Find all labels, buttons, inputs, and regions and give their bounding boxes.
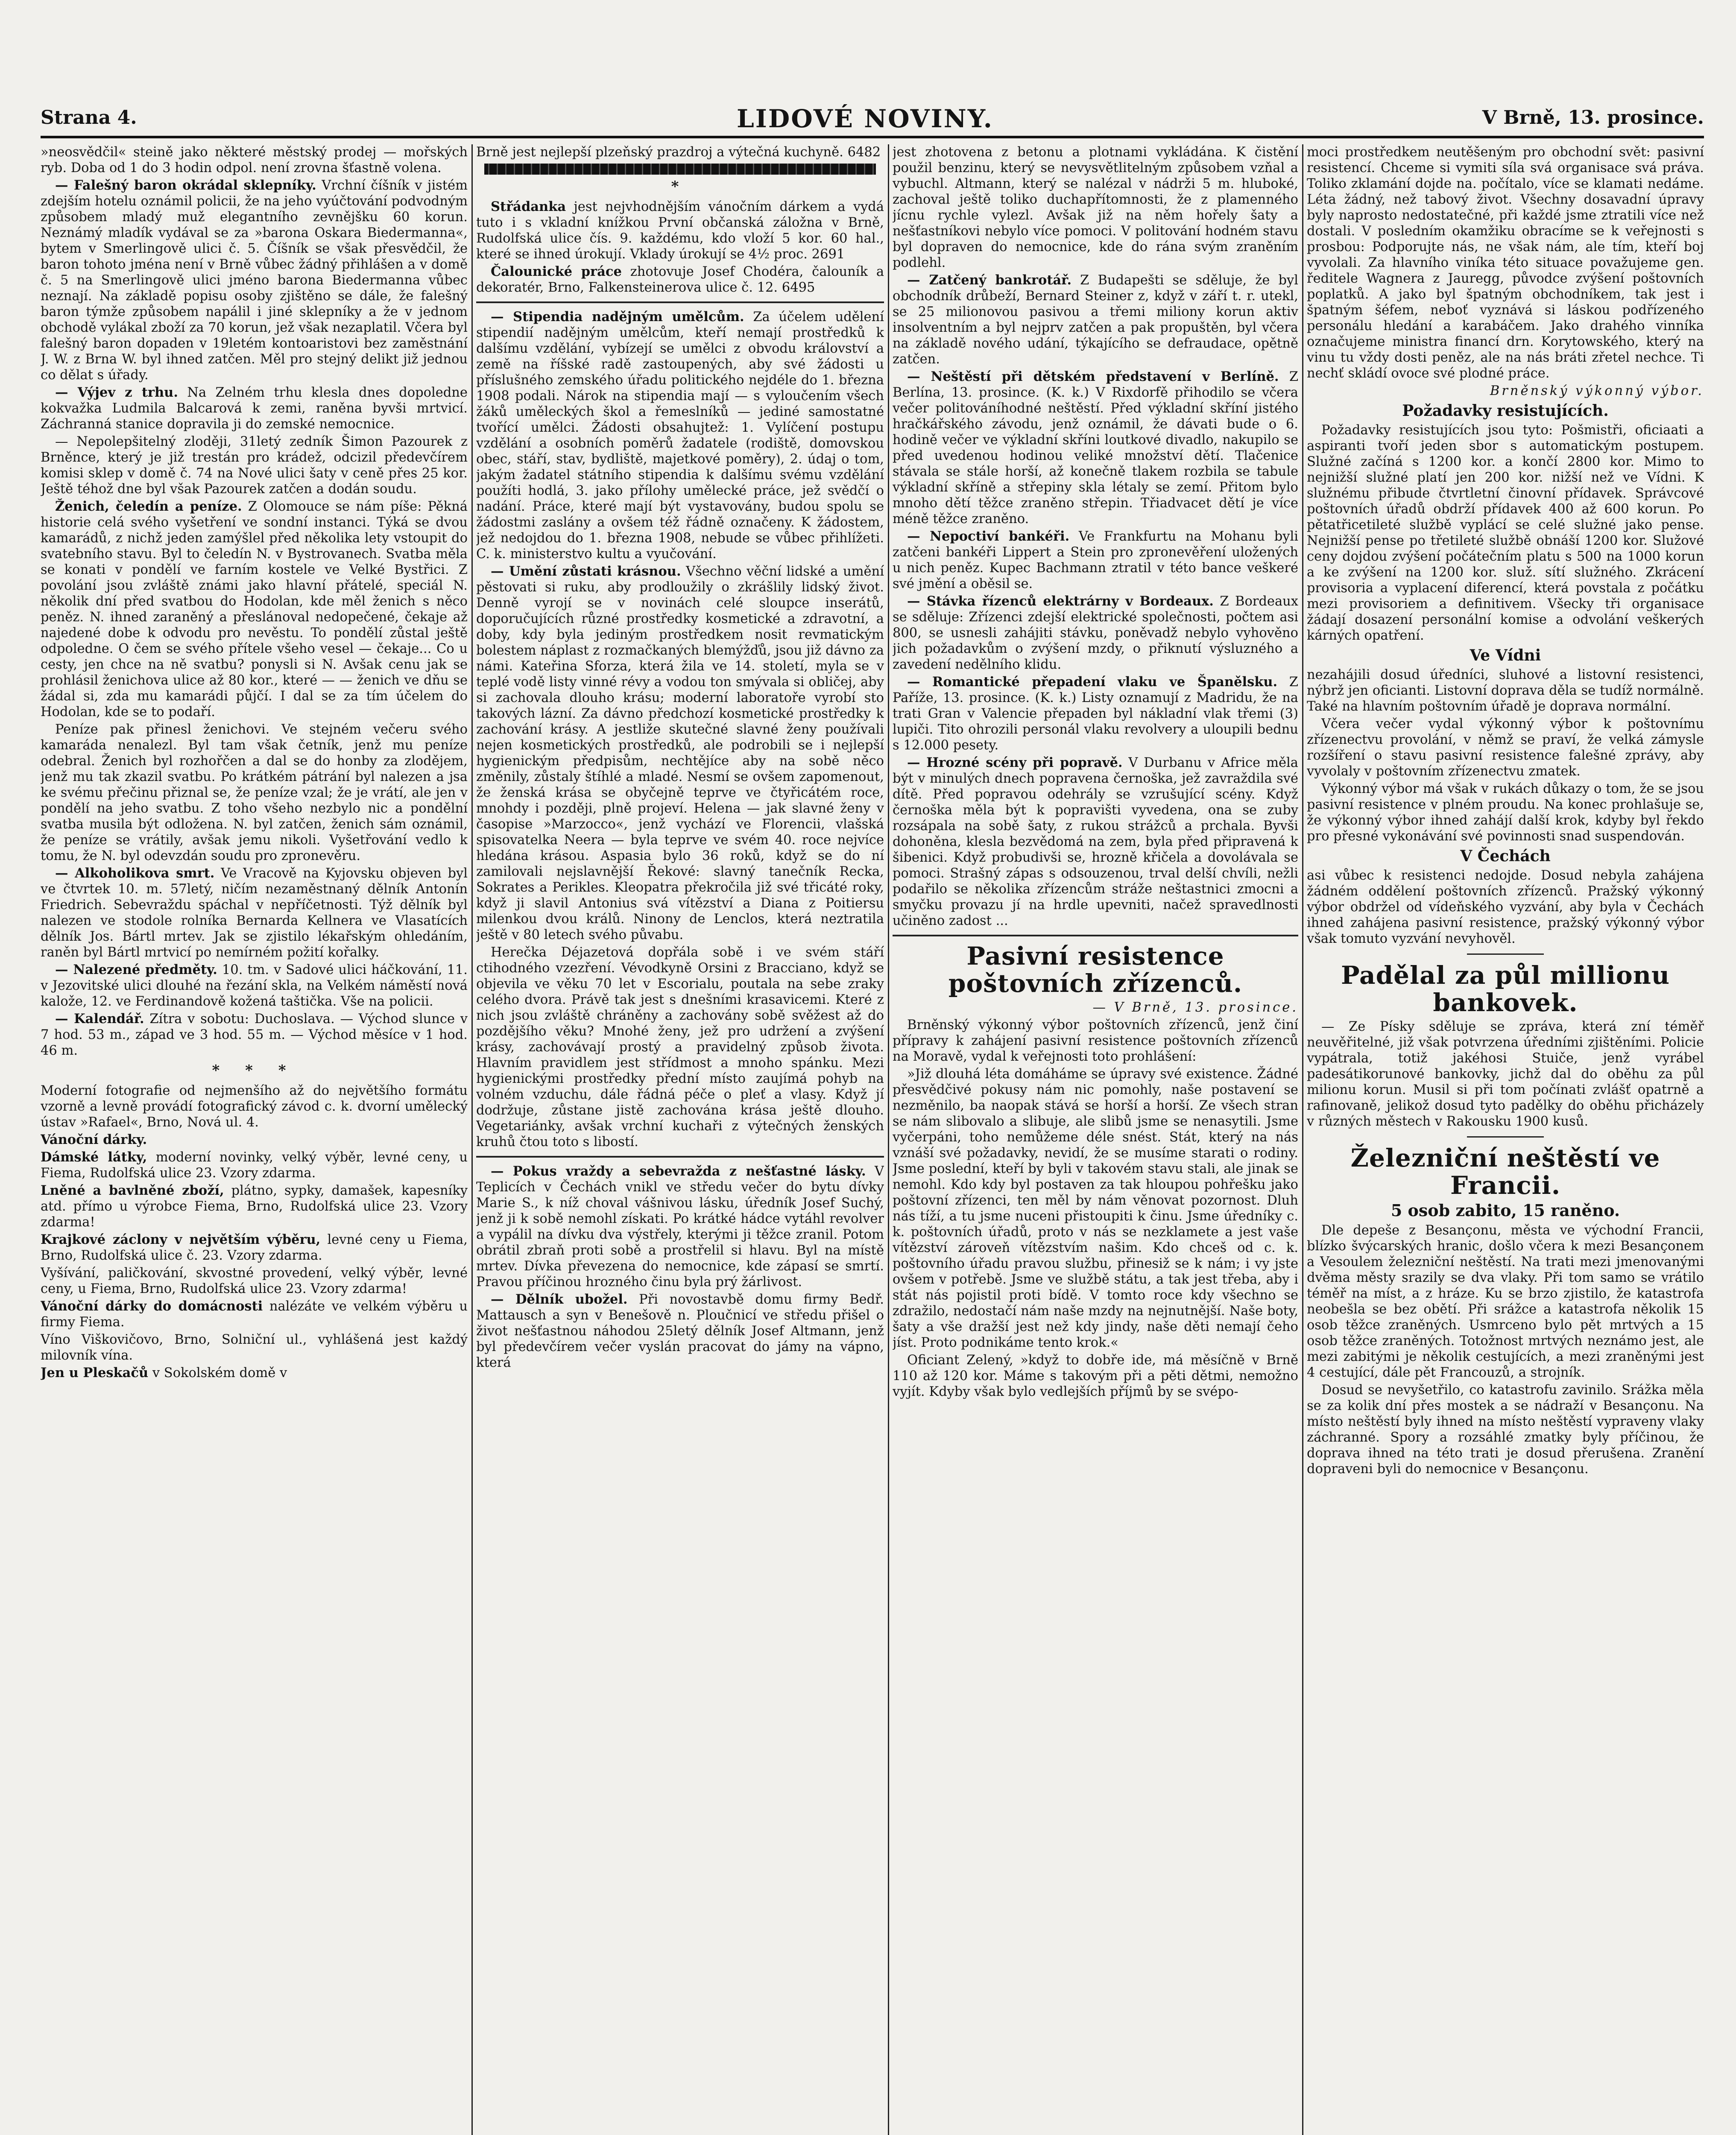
article-text: — Ze Písky sděluje se zpráva, která zní téměř neuvěřitelné, již však potvrzena úředními zjištěními. Policie vypátrala, totiž jakéhosi Stuiče, jenž vyrábel padesátikorunové bankovky, jichž dal do oběhu za půl milionu korun. Musil si při tom počínati zvlášť opatrně a rafinovaně, jelikož dosud tyto padělky do oběhu přicházely v různých městech v Rakousku 1900 kusů. — [1307, 1019, 1704, 1129]
article-paragraph — [476, 1164, 884, 1290]
article-heading: Ženich, čeledín a peníze. — [55, 499, 242, 514]
ad-text: plátno, sypky, damašek, kapesníky atd. přímo u výrobce Fiema, Brno, Rudolfská ulice 23. Vzory zdarma! — [41, 1183, 468, 1230]
article-paragraph — [41, 434, 468, 497]
article-subheadline: 5 osob zabito, 15 raněno. — [1391, 1201, 1620, 1220]
article-paragraph — [893, 1066, 1298, 1351]
article-text: Oficiant Zelený, »když to dobře ide, má měsíčně v Brně 110 až 120 kor. Máme s takovým při a pěti dětmi, nemožno vyjít. Kdyby však bylo vedlejších příjmů by se svépo- — [893, 1353, 1298, 1399]
ad-ornament-bar — [484, 164, 876, 175]
article-text: Z Berlína, 13. prosince. (K. k.) V Rixdorfě přihodilo se včera večer politováníhodné neštěstí. Před výkladní skříní jistého hračkářského závodu, jenž oznámil, že dávati bude o 6. hodině večer ve výkladní skříni loutkové divadlo, nakupilo se před uvedenou hodinou veliké množství dětí. Tlačenice stávala se stále horší, až konečně tlakem rozbila se tabule výkladní skříně a střepiny skla létaly se zemí. Přitom bylo mnoho dětí těžce zraněno střepin. Třiadvacet dětí je více méně těžce zraněno. — [893, 369, 1298, 526]
article-headline: Pasivní resistence poštovních zřízenců. — [948, 942, 1243, 998]
article-paragraph — [893, 674, 1298, 753]
article-text: Výkonný výbor má však v rukách důkazy o tom, že se jsou pasivní resistence v plném proudu. Na konec prohlašuje se, že výkonný výbor ihned zahájí další krok, kdyby byl řekdo pro přesné vykonávání své povinnosti snad suspendován. — [1307, 781, 1704, 844]
article-paragraph — [893, 529, 1298, 592]
article-text: Vrchní číšník v jistém zdejším hotelu oznámil policii, že na jeho vyúčtování podvodným způsobem mladý muž elegantního zevnějšku 60 korun. Neznámý mladík vydával se za »barona Oskara Biedermanna«, bytem v Smerlingově ulici č. 5. Číšník se však přesvědčil, že baron tohoto jména není v Brně vůbec žádný přihlášen a v domě č. 5 na Smerlingově ulici jméno barona Biedermanna vůbec neznají. Na základě popisu osoby zjištěno se dále, že falešný baron týmže způsobem napálil i jiné sklepníky a že v jednom obchodě vylákal zboží za 70 korun, jež však nezaplatil. Včera byl falešný baron dopaden v 19letém kontoaristovi bez zaměstnání J. W. z Brna W. byl ihned zatčen. Měl pro stejný delikt již jednou co dělat s úřady. — [41, 178, 468, 383]
article-paragraph — [476, 199, 884, 262]
advertisement — [41, 1083, 468, 1130]
article-text: Z Bordeaux se sděluje: Zřízenci zdejší elektrické společnosti, počtem asi 800, se usnesli zahájiti stávku, poněvadž nebylo vyhověno jich požadavkům o zvýšení mzdy, o přiknutí výsluzného a zavedení nedělního klidu. — [893, 594, 1298, 672]
article-heading: — Umění zůstati krásnou. — [491, 564, 681, 579]
section-heading: V Čechách — [1460, 847, 1551, 865]
advertisement — [41, 1232, 468, 1263]
article-heading: — Kalendář. — [55, 1011, 144, 1027]
column-2 — [476, 144, 884, 2135]
article-paragraph — [41, 1011, 468, 1059]
article-text: Brněnský výkonný výbor poštovních zřízenců, jenž činí přípravy k zahájení pasivní resistence poštovních zřízenců na Moravě, vydal k veřejnosti toto prohlášení: — [893, 1018, 1298, 1064]
article-text: Dosud se nevyšetřilo, co katastrofu zavinilo. Srážka měla se za kolik dní přes mostek a se nádraží v Besançonu. Na místo neštěstí byly ihned na místo neštěstí vypraveny vlaky záchranné. Spory a rozsáhlé zmatky byly příčinou, že doprava ihned na této trati je dosud přerušena. Zranění dopraveni byli do nemocnice v Besançonu. — [1307, 1383, 1704, 1477]
article-text: Zítra v sobotu: Duchoslava. — Východ slunce v 7 hod. 53 m., západ ve 3 hod. 55 m. — Východ měsíce v 1 hod. 46 m. — [41, 1012, 468, 1058]
article-text: moci prostředkem neutěšeným pro obchodní svět: pasivní resistencí. Chceme si vymiti síla svá organisace svá práva. Toliko zklamání dojde na. počítalo, více se klamati nedáme. Léta žádný, než tabový život. Všechny dosavadní úpravy byly naprosto nedostatečné, při každé jsme ztratili více než dostali. V posledním okamžiku obracíme se k veřejnosti s prosbou: Podporujte nás, ne však nám, ale tím, kteří boj vyvolali. Za hlavního viníka této situace považujeme gen. ředitele Wagnera z Jauregg, původce zvýšení poštovních poplatků. A jako byl špatným obchodníkem, tak jest i špatným šéfem, neboť vyznává si láskou podřízeného personálu hledání a karabáčem. Jako drahého vinníka označujeme ministra financí drn. Korytowského, který na vinu tu vždy dosti peněz, ale na nás bráti zřetel nechce. Ti nechť skládí ovoce své plodné práce. — [1307, 145, 1704, 381]
issue-date: V Brně, 13. prosince. — [1482, 107, 1704, 129]
column-1 — [41, 144, 468, 2135]
ad-heading: Lněné a bavlněné zboží, — [41, 1183, 224, 1198]
ad-heading: Jen u Pleskačů — [41, 1365, 149, 1380]
article-paragraph — [893, 594, 1298, 673]
article-paragraph — [1307, 781, 1704, 844]
article-paragraph — [41, 722, 468, 864]
advertisement — [476, 144, 884, 160]
article-text: Všechno věční lidské a umění pěstovati si ruku, aby prodloužily o zkrášlily lidský život. Denně vyrojí se v novinách celé sloupce inserátů, doporučujících různé prostředky kosmetické a zdravotní, a doby, kdy byla jediným prostředkem nosit revmatickým bolestem náplast z rozmačkaných blemýžďů, jsou již dávno za námi. Kateřina Sforza, která žila ve 14. století, myla se v teplé vodě listy vinné révy a vodou ton smývala si obličej, aby si zachovala dlouho krásu; moderní laboratoře vyrobí sto takových lázní. Za dávno předchozí kosmetické prostředky k zachování krásy. A jestliže skutečné slavné ženy používali nejen kosmetických prostředků, ale podrobili se i nejlepší hygienickým předpisům, nechtějíce aby na sobě něco změnily, zůstaly štíhlé a mladé. Nesmí se ovšem zapomenout, že ženská krása se obyčejně teprve ve čtyřicátém roce, mnohdy i později, plně projeví. Helena — jak slavné ženy v časopise »Marzocco«, jenž vychází ve Florencii, vlašská spisovatelka Neera — byla teprve ve svém 40. roce nejvíce hledána krásou. Aspasia bylo 36 roků, když se do ní zamilovali nejslavnější Řekové: slavný tanečník Recka, Sokrates a Perikles. Kleopatra překročila již své třicáté roky, když ji slavil Antonius svá vítězství a Diana z Poitiersu milenkou dvou králů. Ninony de Lenclos, která neztratila ještě v 80 letech svého půvabu. — [476, 564, 884, 942]
article-headline: Železniční neštěstí ve Francii. — [1350, 1144, 1660, 1200]
article-text: V Teplicích v Čechách vnikl ve středu večer do bytu dívky Marie S., k níž choval vášnivou lásku, úředník Josef Suchý, jenž ji k sobě nemohl získati. Po krátké hádce vytáhl revolver a vypálil na dívku dva výstřely, kterými ji těžce zranil. Potom obrátil zbraň proti sobě a prostřelil si hlavu. Byl na místě mrtev. Dívka převezena do nemocnice, kde zápasí se smrtí. Pravou příčinou hrozného činu byla prý žárlivost. — [476, 1164, 884, 1290]
article-paragraph — [1307, 868, 1704, 947]
article-heading: — Alkoholikova smrt. — [55, 866, 215, 881]
ad-text: Brně jest nejlepší plzeňský prazdroj a výtečná kuchyně. 6482 — [476, 145, 881, 160]
ad-text: v Sokolském domě v — [152, 1366, 287, 1380]
ad-text: Víno Viškovičovo, Brno, Solniční ul., vyhlášená jest každý milovník vína. — [41, 1332, 468, 1363]
advertisement — [41, 1299, 468, 1330]
ad-heading: Vánoční dárky. — [41, 1132, 147, 1147]
article-paragraph — [1307, 1382, 1704, 1477]
article-paragraph — [476, 1292, 884, 1371]
article-heading: — Falešný baron okrádal sklepníky. — [55, 178, 316, 193]
column-3 — [893, 144, 1298, 2135]
article-paragraph — [41, 499, 468, 720]
ad-text: moderní novinky, velký výběr, levné ceny, u Fiema, Rudolfská ulice 23. Vzory zdarma. — [41, 1150, 468, 1181]
article-paragraph — [1307, 1019, 1704, 1129]
dateline: — V Brně, 13. prosince. — [1092, 1000, 1298, 1015]
section-heading: Ve Vídni — [1470, 646, 1541, 664]
article-text: V Durbanu v Africe měla být v minulých dnech popravena černoška, jež zavraždila své dítě. Před popravou odehrály se vzrušující scény. Když černoška měla být k popravišti vyvedena, ona se zuby rozsápala na sobě šaty, z rukou strážců a prchala. Byvši dohoněna, klesla bezvědomá na zem, byla před připravená k šibenici. Když probudivši se, hrozně křičela a dovolávala se pomoci. Strašný zápas s odsouzenou, trval delší chvíli, nežli podařilo se několika zřízencům stráže neštastnici zmocni a smyčku provazu jí na hrdle upevniti, načež spravedlnosti učiněno zadost ... — [893, 755, 1298, 928]
advertisement — [41, 1149, 468, 1181]
dateline: Brněnský výkonný výbor. — [1490, 383, 1704, 398]
masthead — [41, 104, 1704, 137]
article-text: Včera večer vydal výkonný výbor k poštovnímu zřízenectvu provolání, v němž se praví, že velká zámysle rozšíření o stavu pasivní resistence falešné zprávy, aby vyvolaly v poštovním zřízenectvu zmatek. — [1307, 717, 1704, 779]
article-paragraph — [1307, 716, 1704, 779]
article-heading: — Nalezené předměty. — [55, 962, 217, 977]
article-text: nezahájili dosud úředníci, sluhové a listovní resistenci, nýbrž jen oficianti. Listovní doprava děla se tudíž normálně. Také na hlavním poštovním úřadě je doprava normální. — [1307, 667, 1704, 714]
ad-text: Vyšívání, paličkování, skvostné provedení, velký výběr, levné ceny, u Fiema, Brno, Rudolfská ulice 23. Vzory zdarma! — [41, 1266, 468, 1296]
asterism: * — [671, 178, 689, 195]
article-paragraph — [476, 264, 884, 295]
article-paragraph — [893, 1017, 1298, 1065]
article-heading: — Zatčený bankrotář. — [907, 272, 1072, 288]
article-paragraph — [41, 178, 468, 383]
article-paragraph — [1307, 1223, 1704, 1380]
article-paragraph — [893, 369, 1298, 527]
article-heading: Střádanka — [491, 199, 566, 214]
article-heading: — Neštěstí při dětském představení v Berlíně. — [907, 369, 1279, 384]
short-rule — [1467, 953, 1544, 955]
ad-text: Moderní fotografie od nejmenšího až do největšího formátu vzorně a levně provádí fotografický závod c. k. dvorní umělecký ústav »Rafael«, Brno, Nová ul. 4. — [41, 1083, 468, 1130]
article-paragraph — [41, 962, 468, 1009]
article-text: asi vůbec k resistenci nedojde. Dosud nebyla zahájena žádném oddělení poštovních zřízenců. Pražský výkonný výbor obdržel od vídeňského vyzvání, aby byla v Čechách ihned zahájena pasivní resistence, pražský výkonný výbor však tomuto vyzvání nevyhověl. — [1307, 868, 1704, 946]
article-text: »Již dlouhá léta domáháme se úpravy své existence. Žádné přesvědčivé pokusy nám nic pomohly, naše postavení se nezměnilo, ba naopak stává se horší a horší. Ze všech stran se nám slibovalo a slibuje, ale slibů jsme se nenasytili. Jsme vyčerpáni, toho nemůžeme déle snést. Stát, který na nás vznáší své požadavky, nevidí, že se musíme starati o rodiny. Jsme poslední, kteří by byli v takovém stavu stali, ale jinak se nemohl. Kdo kdy byl postaven za tak hloupou pohřešku jako poštovní zřízenci, ten měl by nám věnovat pozornost. Dluh nás tíží, a tu jsme nuceni přistoupiti k činu. Jsme úředníky c. k. poštovních úřadů, proto v nás se nezklamete a jest vaše vítězství zároveň vítězstvím našim. Kdo chceš od c. k. poštovního úřadu pravou službu, přinesiž se k nám; i vy jste ovšem v potřebě. Jsme ve službě státu, a tak jest třeba, aby i stát nás pojistil proti bídě. V tomto roce kdy všechno se zdražilo, nedostačí nám naše mzdy na nejnutnější. Naše boty, šaty a vše dražší jest než kdy jindy, naše děti nemají čeho jíst. Proto podnikáme tento krok.« — [893, 1067, 1298, 1350]
advertisement — [41, 1265, 468, 1297]
article-text: Z Olomouce se nám píše: Pěkná historie celá svého vyšetření ve sondní instanci. Týká se dvou kamarádů, z nichž jeden zamýšlel před několika lety vstoupit do svatebního stavu. Byl to čeledín N. v Bystrovanech. Svatba měla se konati v pondělí ve farním kostele ve Velké Bystřici. Z povolání jsou zvláště známi jako hlavní přátelé, speciál N. několik dní před svatbou do Hodolan, kde měl ženich s něco peněz. N. ihned zaraněný a přeslánoval nedopečené, čekaje až najedené dobe k odvodu pro nevěstu. To pondělí zůstal ještě odpoledne. O čem se svého přítele všeho vesel — čekaje... Co u cesty, jen chce na ně svatbu? ponysli si N. Avšak cenu jak se prohlásil ženichova ulice až 80 kor., které — — ženich ve dňu se žádal si, zda mu kamarádi půjčí. I dal se za tím účelem do Hodolan, kde se to podaří. — [41, 499, 468, 719]
article-text: Peníze pak přinesl ženichovi. Ve stejném večeru svého kamaráda nenalezl. Byl tam však četník, jenž mu peníze odebral. Ženich byl rozhořčen a dal se do honby za zlodějem, jenž mu tak zkazil svatbu. Po krátkém pátrání byl nalezen a jsa ke svému přečinu přiznal se, že peníze vzal; že je vrátí, ale jen v pondělí na jeho svatbu. Z toho všeho nezbylo nic a pondělní svatba musila být odložena. N. byl zatčen, ženich sám oznámil, že peníze se vrátily, avšak jemu nikoli. Vyšetřování vedlo k tomu, že N. byl odevzdán soudu pro zpronevěru. — [41, 722, 468, 863]
article-paragraph — [41, 866, 468, 960]
masthead-rule — [41, 136, 1704, 138]
article-paragraph — [476, 945, 884, 1150]
article-heading: — Výjev z trhu. — [55, 385, 178, 400]
advertisement — [41, 1332, 468, 1363]
article-text: Z Budapešti se sděluje, že byl obchodník drůbeží, Bernard Steiner z, když v září t. r. utekl, se 25 milionovou pasivou a třemi miliony korun aktiv insolventním a byl nejprv zatčen a pak propuštěn, byl včera na základě nového udání, týkajícího se defraudace, opětně zatčen. — [893, 273, 1298, 367]
article-text: »neosvědčil« steině jako některé městský prodej — mořských ryb. Doba od 1 do 3 hodin odpol. není zrovna šťastně volena. — [41, 145, 468, 175]
article-text: Dle depeše z Besançonu, města ve východní Francii, blízko švýcarských hranic, došlo včera k mezi Besançonem a Vesoulem železniční neštěstí. Na trati mezi jmenovanými dvěma městy srazily se dva vlaky. Při tom samo se vrátilo téměř na míst, a z hráze. Ku se brzo zjistilo, že katastrofa neobešla se bez obětí. Při srážce a katastrofa několik 15 osob těžce zraněných. Usmrceno bylo pět mrtvých a 15 osob těžce zraněných. Totožnost mrtvých neznámo jest, ale mezi zabitými je několik cestujících, a mezi zraněnými jest 4 cestující, dále pět Francouzů, a strojník. — [1307, 1223, 1704, 1380]
article-text: — Nepolepšitelný zloději, 31letý zedník Šimon Pazourek z Brněnce, který je již trestán pro krádež, odcizil předevčírem komisi sklep v domě č. 74 na Nové ulici šaty v ceně přes 25 kor. Ještě téhož dne byl však Pazourek zatčen a dodán soudu. — [41, 434, 468, 497]
advertisement — [41, 1183, 468, 1230]
article-paragraph — [1307, 667, 1704, 714]
article-paragraph — [893, 1352, 1298, 1400]
article-heading: — Stávka řízenců elektrárny v Bordeaux. — [907, 594, 1214, 609]
article-heading: — Hrozné scény při popravě. — [907, 755, 1123, 770]
ad-text: nalézáte ve velkém výběru u firmy Fiema. — [41, 1299, 468, 1330]
advertisement — [41, 1132, 468, 1148]
article-text: Ve Vracově na Kyjovsku objeven byl ve čtvrtek 10. m. 57letý, ničím nezaměstnaný dělník Antonín Friedrich. Sebevraždu spáchal v nepříčetnosti. Týž dělník byl nalezen ve stodole rolníka Bernarda Kellnera ve Vlasatících dělník Jos. Bártl mrtev. Jak se zjistilo lékařským ohledáním, raněn byl Bártl mrtvicí po nemírném požití kořalky. — [41, 866, 468, 960]
article-text: Při novostavbě domu firmy Bedř. Mattausch a syn v Benešově n. Ploučnicí ve středu přišel o život nešťastnou náhodou 25letý dělník Josef Altmann, jenž byl předevčírem večer vyslán pracovat do jámy na vápno, která — [476, 1292, 884, 1370]
article-paragraph — [893, 144, 1298, 271]
section-rule — [476, 301, 884, 303]
section-rule — [476, 1156, 884, 1158]
article-text: 10. tm. v Sadové ulici háčkování, 11. v Jezovitské ulici dlouhé na řezání skla, na Velkém náměstí nová kalože, 12. ve Ferdinandově kožená taštička. Vše na policii. — [41, 962, 468, 1009]
article-paragraph — [476, 309, 884, 562]
article-text: zhotovuje Josef Chodéra, čalouník a dekoratér, Brno, Falkensteinerova ulice č. 12. 6495 — [476, 264, 884, 295]
article-paragraph — [476, 564, 884, 943]
article-text: Na Zelném trhu klesla dnes dopoledne kokvažka Ludmila Balcarová k zemi, raněna byvši mrtvicí. Záchranná stanice dopravila ji do zemské nemocnice. — [41, 385, 468, 432]
article-heading: — Stipendia nadějným umělcům. — [491, 309, 744, 325]
ad-text: levné ceny u Fiema, Brno, Rudolfská ulice č. 23. Vzory zdarma. — [41, 1232, 468, 1263]
article-paragraph — [41, 385, 468, 432]
article-paragraph — [893, 755, 1298, 929]
article-text: jest zhotovena z betonu a plotnami vykládána. K čistění použil benzinu, který se nevysvětlitelným způsobem vzňal a vybuchl. Altmann, který se nalézal v nádrži 5 m. hluboké, zachoval ještě toliko duchapřítomnosti, že z plamenného jícnu rychle vylezl. Avšak již na něm hořely šaty a nešťastníkovi nebylo více pomoci. V politování hodném stavu byl dopraven do nemocnice, kde do rána svým zraněním podlehl. — [893, 145, 1298, 270]
article-headline: Padělal za půl millionu bankovek. — [1341, 961, 1670, 1017]
article-paragraph — [893, 272, 1298, 367]
page-number: Strana 4. — [41, 107, 137, 129]
article-heading: Čalounické práce — [491, 264, 622, 279]
article-paragraph — [1307, 144, 1704, 381]
column-divider — [888, 144, 889, 2135]
ad-heading: Dámské látky, — [41, 1149, 147, 1165]
article-text: Z Paříže, 13. prosince. (K. k.) Listy oznamují z Madridu, že na trati Gran v Valencie přepaden byl nákladní vlak třemi (3) lupiči. Tito ohrozili personál vlaku revolvery a uloupili bednu s 12.000 pesety. — [893, 675, 1298, 753]
ad-heading: Vánoční dárky do domácnosti — [41, 1299, 263, 1314]
article-heading: — Romantické přepadení vlaku ve Španělsku. — [907, 674, 1278, 690]
article-paragraph — [41, 144, 468, 176]
section-heading: Požadavky resistujících. — [1402, 402, 1609, 420]
section-rule — [893, 935, 1298, 936]
advertisement — [41, 1365, 468, 1381]
column-4 — [1307, 144, 1704, 2135]
article-heading: — Nepoctiví bankéři. — [907, 529, 1070, 544]
article-text: jest nejvhodnějším vánočním dárkem a vydá tuto i s vkladní knížkou První občanská záložna v Brně, Rudolfská ulice čís. 9. každému, kdo vloží 5 kor. 60 hal., které se ihned úrokují. Vklady úrokují se 4½ proc. 2691 — [476, 199, 884, 262]
short-rule — [1467, 1136, 1544, 1138]
column-divider — [471, 144, 473, 2135]
ad-heading: Krajkové záclony v největším výběru, — [41, 1232, 321, 1247]
article-text: Ve Frankfurtu na Mohanu byli zatčeni bankéři Lippert a Stein pro zpronevěření uložených u nich peněz. Kupec Bachmann ztratil v této bance veškeré své jmění a oběsil se. — [893, 529, 1298, 591]
article-text: Požadavky resistujících jsou tyto: Pošmistři, oficiaati a aspiranti tvoří jeden sbor s automatickým postupem. Služné začíná s 1200 kor. a končí 2800 kor. Mimo to nejnižší služné platí jen 200 kor. nižší než ve Vídni. K služnému přibude čtvrtletní činovní přídavek. Správcové poštovních úřadů obdrží přídavek 400 až 600 korun. Po pětatřicetileté službě vyplácí se celé služné jako pense. Nejnižší pense po třetileté službě obnáší 1200 kor. Služové ceny dojdou zvýšení počátečním platu s 500 na 1000 korun a ke zvýšení na 1200 kor. služ. sítí služného. Zkrácení provisoria a vyplacení diferencí, která povstala z počátku mezi provisoriem a definitivem. Všecky tři organisace žádají dosazení personální komise a odvolání veškerých kárných opatření. — [1307, 423, 1704, 643]
article-text: Herečka Déjazetová dopřála sobě i ve svém stáří ctihodného vzezření. Vévodkyně Orsini z Bracciano, když se objevila ve věku 70 let v Escorialu, poutala na sebe zraky celého dvora. Právě tak jest s dnešními krasavicemi. Které z nich jsou zvláště chráněny a zachovány sobě svěžest až do pozdějšího věku? Mnohé ženy, jež pro udržení a zvýšení krásy, zachovávají prostý a pravidelný způsob života. Hlavním pravidlem jest střídmost a mnoho spánku. Mezi hygienickými prostředky přední místo zaujímá pohyb na volném vzduchu, dále řádná péče o pleť a vlasy. Když jí dodržuje, zůstane jistě zachována krása ještě dlouho. Vegetariánky, avšak vrchní kuchaři z výtečných ženských kruhů čtou toto s libostí. — [476, 945, 884, 1149]
article-heading: — Pokus vraždy a sebevražda z nešťastné lásky. — [491, 1164, 866, 1179]
newspaper-title: LIDOVÉ NOVINY. — [737, 104, 993, 133]
article-heading: — Dělník ubožel. — [491, 1292, 628, 1307]
asterism: * * * — [212, 1062, 296, 1079]
article-paragraph — [1307, 422, 1704, 643]
column-divider — [1302, 144, 1303, 2135]
article-text: Za účelem udělení stipendií nadějným umělcům, kteří nemají prostředků k dalšímu vzdělání, vybízejí se umělci z obvodu království a země na říšské radě zastoupených, aby své žádosti u příslušného zemského úřadu politického nejdéle do 1. března 1908 podali. Nárok na stipendia mají — s vyloučením všech žáků uměleckých škol a řemeslníků — jediné samostatné tvořící umělci. Žádosti obsahujtež: 1. Vylíčení postupu vzdělání a osobních poměrů žadatele (rodiště, domovskou obec, stáří, stav, bydliště, majetkové poměry), 2. údaj o tom, jakým žadatel státního stipendia k dalšímu svému vzdělání použíti hodlá, 3. jako přílohy umělecké práce, jež svědčí o nadání. Práce, které mají být vystavovány, budou spolu se žádostmi zaslány a ovšem též řádně označeny. K žádostem, jež nedojdou do 1. března 1908, nebude se vůbec přihlížeti. C. k. ministerstvo kultu a vyučování. — [476, 310, 884, 562]
